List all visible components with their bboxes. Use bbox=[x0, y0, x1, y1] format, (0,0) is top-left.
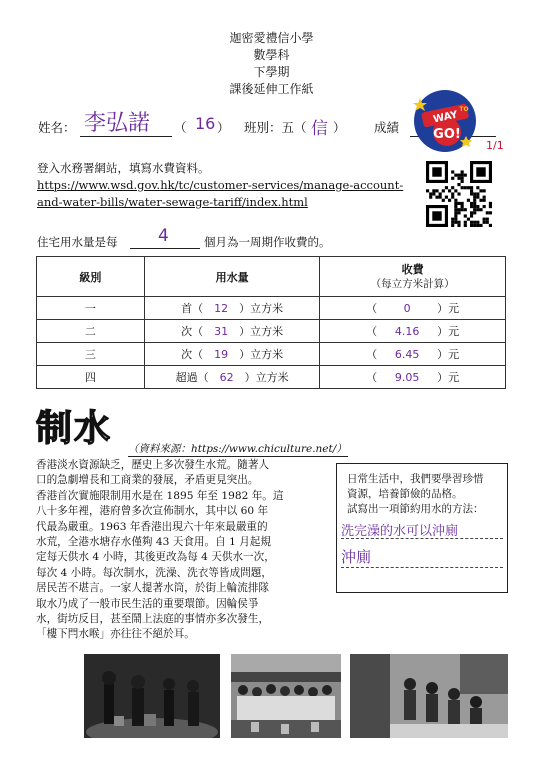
billing-prefix: 住宅用水量是每 bbox=[37, 235, 118, 249]
tariff-url-line1[interactable]: https://www.wsd.gov.hk/tc/customer-services/manage-account- bbox=[37, 178, 404, 192]
class-close: ） bbox=[333, 120, 346, 135]
class-label: 班別：五（ bbox=[244, 120, 307, 135]
fee-header-sub: （每立方米計算） bbox=[370, 277, 455, 290]
usage-answer: 31 bbox=[214, 325, 229, 338]
usage-answer: 12 bbox=[214, 302, 229, 315]
article-line: 香港首次實施限制用水是在 1895 年至 1982 年。這 bbox=[36, 489, 284, 502]
fee-answer: 4.16 bbox=[394, 325, 420, 338]
article-line: 定每天供水 4 小時，其後更改為每 4 天供水一次， bbox=[36, 551, 275, 564]
answer-line-1 bbox=[341, 538, 503, 539]
row-usage: 次（ 31 ）立方米 bbox=[144, 320, 319, 343]
tariff-table bbox=[36, 256, 506, 389]
photo-water-queue-2 bbox=[231, 654, 341, 738]
row-level: 二 bbox=[37, 320, 145, 343]
article-line: 香港淡水資源缺乏，歷史上多次發生水荒。隨著人 bbox=[36, 459, 270, 471]
table-row bbox=[37, 320, 506, 343]
box-line: 試寫出一項節約用水的方法： bbox=[347, 503, 484, 515]
class-no-value: 16 bbox=[195, 114, 216, 133]
badge-text-to: TO bbox=[459, 106, 469, 113]
row-fee: （ 9.05 ）元 bbox=[320, 366, 506, 389]
box-answer-line2: 沖廁 bbox=[341, 548, 372, 566]
billing-underline bbox=[130, 248, 200, 249]
photo-water-queue-3 bbox=[350, 654, 508, 738]
fee-answer: 9.05 bbox=[394, 371, 420, 384]
school-name: 迦密愛禮信小學 bbox=[229, 31, 314, 45]
badge-text-go: GO! bbox=[433, 127, 461, 142]
row-level: 一 bbox=[37, 297, 145, 320]
table-header-usage: 用水量 bbox=[144, 257, 319, 297]
worksheet-title: 課後延伸工作紙 bbox=[229, 82, 314, 96]
row-fee: （ 4.16 ）元 bbox=[320, 320, 506, 343]
table-header-fee bbox=[320, 257, 506, 297]
term-title: 下學期 bbox=[253, 65, 290, 79]
article-line: 每次 4 小時。每次制水，洗澡、洗衣等皆成問題， bbox=[36, 566, 272, 579]
fee-header-label: 收費 bbox=[401, 262, 424, 276]
article-source: （資料來源：https://www.chiculture.net/） bbox=[128, 443, 347, 455]
fee-answer: 6.45 bbox=[394, 348, 420, 361]
box-line: 日常生活中，我們要學習珍惜 bbox=[347, 473, 484, 485]
fee-answer: 0 bbox=[403, 302, 411, 315]
article-line: 水，街坊反目，甚至鬧上法庭的事情亦多次發生， bbox=[36, 613, 270, 626]
row-usage: 次（ 19 ）立方米 bbox=[144, 343, 319, 366]
score-value: 1/1 bbox=[486, 139, 504, 152]
article-line: 「樓下閂水喉」亦往往不絕於耳。 bbox=[36, 628, 195, 641]
answer-line-2 bbox=[341, 567, 503, 568]
usage-answer: 19 bbox=[214, 348, 229, 361]
water-saving-box bbox=[336, 463, 508, 593]
score-label: 成績 bbox=[374, 120, 400, 135]
name-label: 姓名： bbox=[38, 120, 76, 135]
photo-water-queue-1 bbox=[84, 654, 220, 738]
subject-title: 數學科 bbox=[253, 48, 290, 62]
class-value: 信 bbox=[311, 119, 328, 139]
box-line: 資源，培養節儉的品格。 bbox=[347, 488, 463, 500]
class-no-close: ） bbox=[217, 120, 230, 135]
row-level: 三 bbox=[37, 343, 145, 366]
billing-suffix: 個月為一周期作收費的。 bbox=[204, 235, 331, 249]
tariff-url-line2[interactable]: and-water-bills/water-sewage-tariff/index.html bbox=[37, 195, 308, 209]
article-line: 口的急劇增長和工商業的發展，矛盾更見突出。 bbox=[36, 474, 259, 487]
article-line: 代最為嚴重。1963 年香港出現六十年來最嚴重的 bbox=[36, 520, 268, 533]
box-answer-line1: 洗完澡的水可以沖廁 bbox=[341, 524, 459, 539]
box-prompt bbox=[347, 472, 507, 517]
row-level: 四 bbox=[37, 366, 145, 389]
row-fee: （ 6.45 ）元 bbox=[320, 343, 506, 366]
table-row bbox=[37, 366, 506, 389]
instruction-text: 登入水務署網站，填寫水費資料。 bbox=[37, 161, 210, 175]
row-usage: 超過（ 62 ）立方米 bbox=[144, 366, 319, 389]
qr-code[interactable] bbox=[426, 161, 492, 227]
class-no-open: （ bbox=[174, 120, 187, 135]
row-usage: 首（ 12 ）立方米 bbox=[144, 297, 319, 320]
name-value: 李弘諾 bbox=[84, 111, 151, 136]
way-to-go-badge bbox=[412, 88, 478, 154]
table-row bbox=[37, 297, 506, 320]
table-row bbox=[37, 343, 506, 366]
table-header-level: 級別 bbox=[37, 257, 145, 297]
article-line: 水荒，全港水塘存水僅夠 43 天食用。自 1 月起規 bbox=[36, 536, 271, 549]
article-line: 居民苦不堪言。一家人提著水筒，於街上輪流排隊 bbox=[36, 582, 270, 595]
article-line: 八十多年裡，港府曾多次宣佈制水，其中以 60 年 bbox=[36, 505, 269, 518]
badge-text-way: WAY bbox=[432, 109, 459, 126]
article-body bbox=[36, 458, 336, 643]
row-fee: （ 0 ）元 bbox=[320, 297, 506, 320]
article-line: 取水乃成了一般市民生活的重要環節。因輪侯爭 bbox=[36, 597, 259, 610]
name-underline bbox=[80, 136, 172, 137]
source-underline bbox=[128, 456, 348, 457]
usage-answer: 62 bbox=[219, 371, 234, 384]
article-title: 制水 bbox=[36, 408, 113, 449]
billing-value: 4 bbox=[158, 226, 169, 246]
